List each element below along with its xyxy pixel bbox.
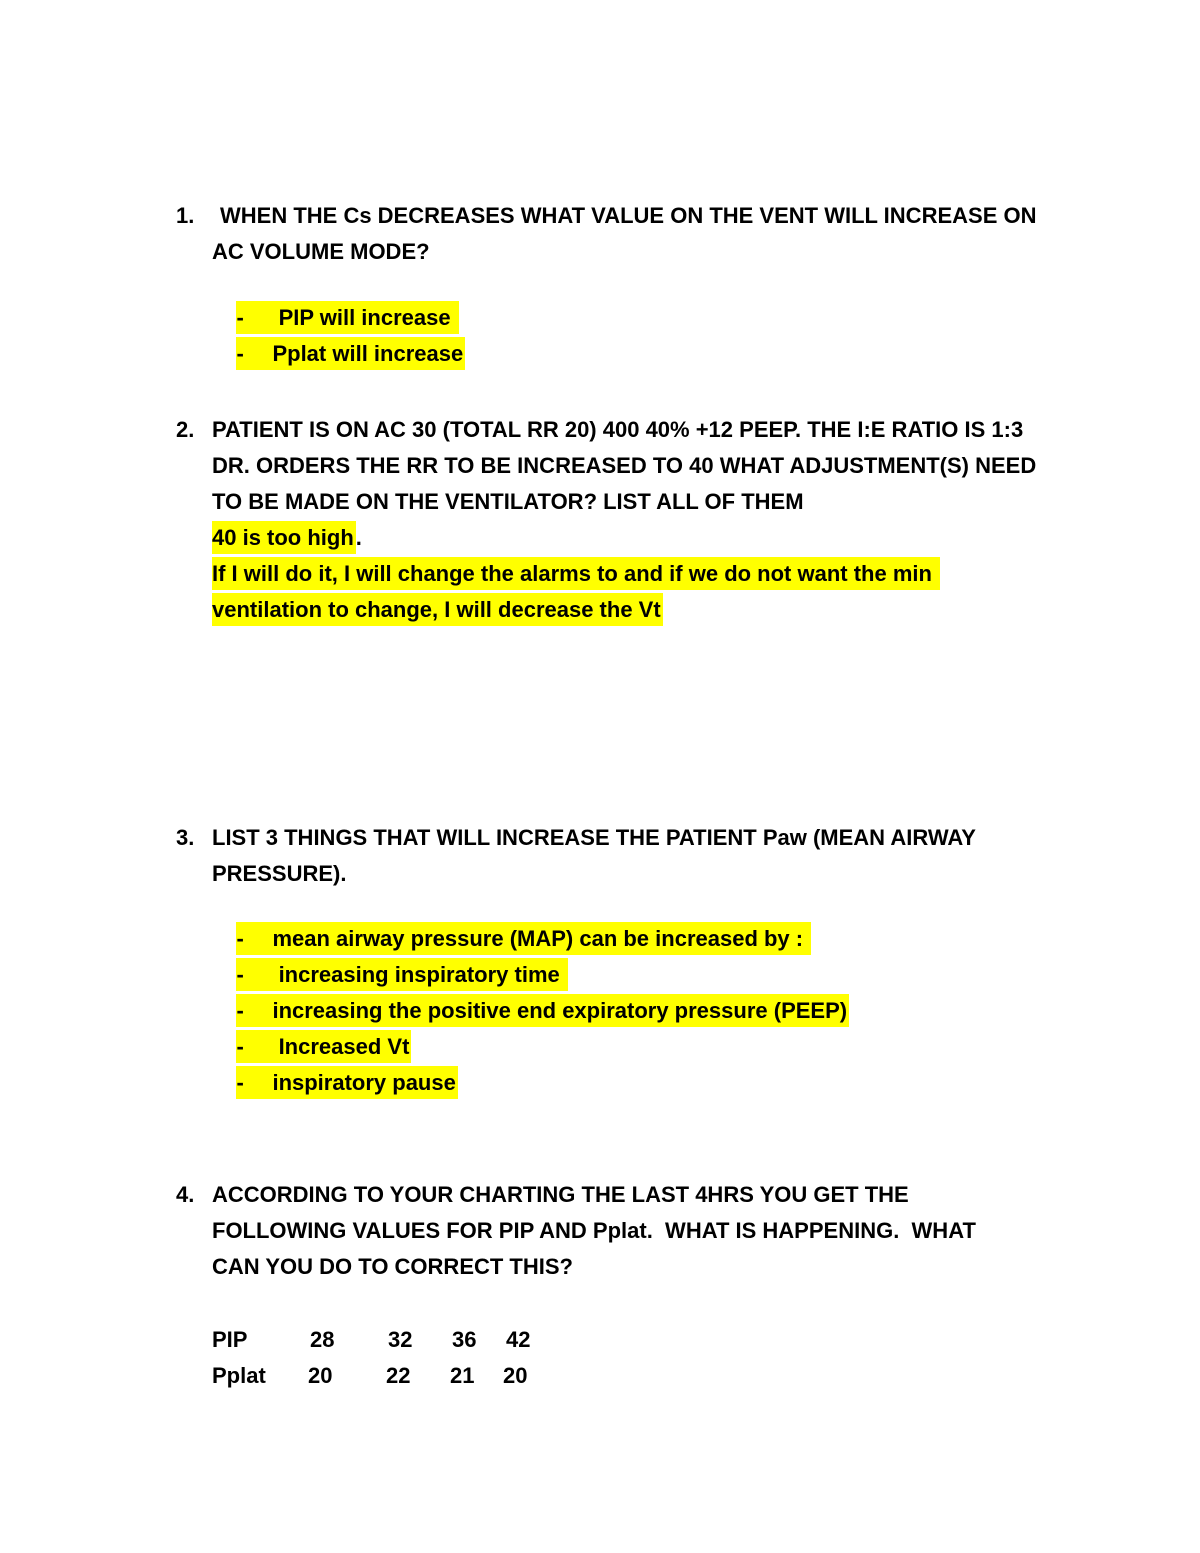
bullet-dash: - — [236, 1034, 244, 1059]
bullet-dash: - — [236, 305, 244, 330]
q2-answer-2-highlight: If I will do it, I will change the alarms to and if we do not want the min — [212, 557, 940, 590]
q3-answer-5-text: inspiratory pause — [272, 1070, 456, 1095]
q1-answer-2 — [212, 312, 465, 396]
pip-value-4: 42 — [506, 1327, 531, 1352]
pplat-value-3: 21 — [450, 1363, 475, 1388]
q2-number: 2. — [176, 417, 195, 442]
row-label-pplat: Pplat — [212, 1363, 266, 1388]
pip-value-3: 36 — [452, 1327, 477, 1352]
q4-line-2: FOLLOWING VALUES FOR PIP AND Pplat. WHAT IS HAPPENING. WHAT — [212, 1218, 976, 1243]
q1-line-2: AC VOLUME MODE? — [212, 239, 430, 264]
q1-answer-2-highlight — [236, 337, 465, 370]
q2-answer-1 — [212, 524, 362, 552]
row-label-pip: PIP — [212, 1327, 248, 1352]
q3-line-2: PRESSURE). — [212, 861, 347, 886]
q4-line-1: ACCORDING TO YOUR CHARTING THE LAST 4HRS YOU GET THE — [212, 1182, 909, 1207]
q2-answer-3-highlight: ventilation to change, I will decrease the Vt — [212, 593, 663, 626]
q4-line-3: CAN YOU DO TO CORRECT THIS? — [212, 1254, 573, 1279]
pip-value-2: 32 — [388, 1327, 413, 1352]
q3-answer-4-text: Increased Vt — [272, 1034, 410, 1059]
q1-number: 1. — [176, 203, 195, 228]
pplat-value-1: 20 — [308, 1363, 333, 1388]
q2-answer-1-tail: . — [355, 525, 362, 550]
pip-value-1: 28 — [310, 1327, 335, 1352]
bullet-dash: - — [236, 998, 244, 1023]
q3-answer-2-text: increasing inspiratory time — [272, 962, 566, 987]
q1-answer-2-text: Pplat will increase — [272, 341, 464, 366]
q4-number: 4. — [176, 1182, 195, 1207]
bullet-dash: - — [236, 1070, 244, 1095]
q2-line-3: TO BE MADE ON THE VENTILATOR? LIST ALL OF THEM — [212, 489, 804, 514]
q2-answer-1-highlight: 40 is too high — [212, 521, 356, 554]
q3-answer-5-highlight — [236, 1066, 457, 1099]
q3-answer-3-text: increasing the positive end expiratory pressure (PEEP) — [272, 998, 848, 1023]
pplat-value-2: 22 — [386, 1363, 411, 1388]
q1-line-1: WHEN THE Cs DECREASES WHAT VALUE ON THE VENT WILL INCREASE ON — [220, 203, 1037, 228]
q2-answer-2 — [212, 560, 940, 588]
q2-line-1: PATIENT IS ON AC 30 (TOTAL RR 20) 400 40% +12 PEEP. THE I:E RATIO IS 1:3 — [212, 417, 1024, 442]
q2-line-2: DR. ORDERS THE RR TO BE INCREASED TO 40 WHAT ADJUSTMENT(S) NEED — [212, 453, 1037, 478]
q3-line-1: LIST 3 THINGS THAT WILL INCREASE THE PATIENT Paw (MEAN AIRWAY — [212, 825, 976, 850]
bullet-dash: - — [236, 926, 244, 951]
q3-answer-5 — [212, 1041, 458, 1125]
q1-answer-1-text: PIP will increase — [272, 305, 457, 330]
pplat-value-4: 20 — [503, 1363, 528, 1388]
q3-answer-1-text: mean airway pressure (MAP) can be increased by : — [272, 926, 810, 951]
q3-number: 3. — [176, 825, 195, 850]
bullet-dash: - — [236, 341, 244, 366]
bullet-dash: - — [236, 962, 244, 987]
q2-answer-3 — [212, 596, 663, 624]
